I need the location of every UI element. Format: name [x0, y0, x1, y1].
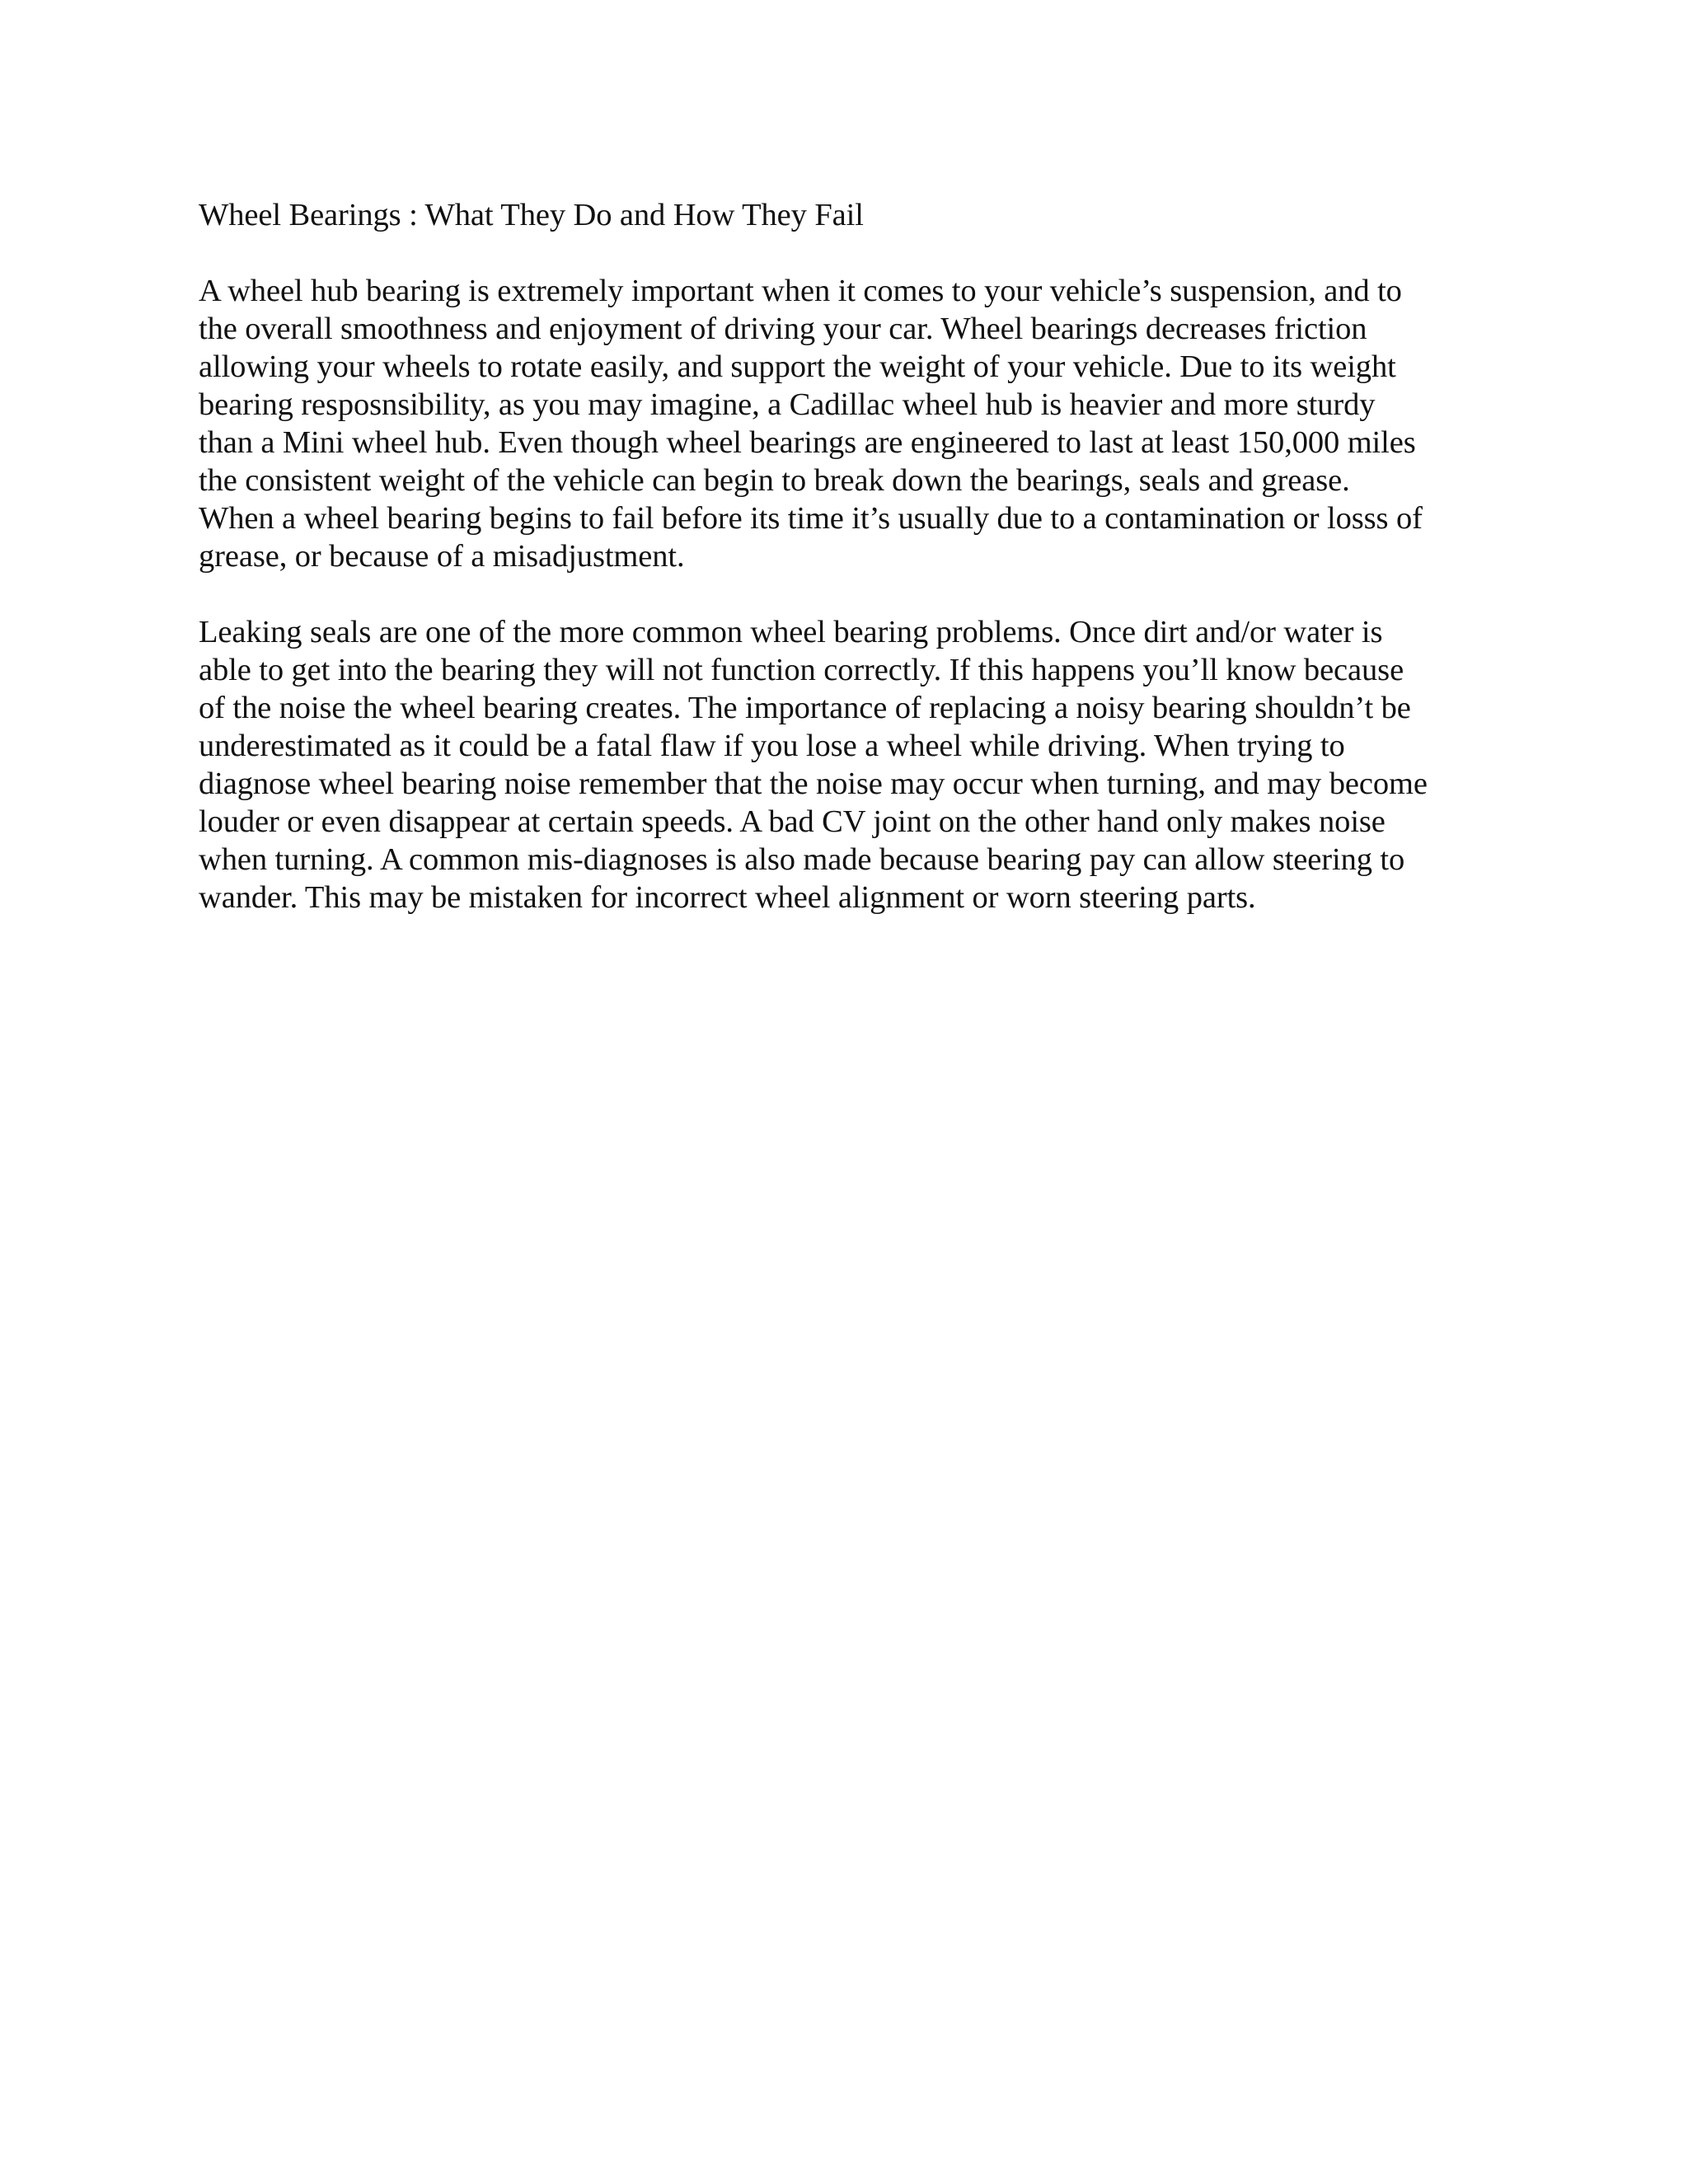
paragraph-line: the consistent weight of the vehicle can begin to break down the bearings, seals and grease.: [199, 463, 1350, 498]
paragraph-line: When a wheel bearing begins to fail before its time it’s usually due to a contamination or losss of: [199, 501, 1423, 536]
paragraph-line: of the noise the wheel bearing creates. The importance of replacing a noisy bearing shouldn’t be: [199, 691, 1411, 725]
paragraph-line: A wheel hub bearing is extremely important when it comes to your vehicle’s suspension, and to: [199, 274, 1402, 308]
document-body: [199, 196, 1517, 954]
paragraph-line: when turning. A common mis-diagnoses is also made because bearing pay can allow steering to: [199, 842, 1405, 877]
paragraph-line: the overall smoothness and enjoyment of driving your car. Wheel bearings decreases friction: [199, 312, 1367, 346]
paragraph-line: diagnose wheel bearing noise remember that the noise may occur when turning, and may become: [199, 766, 1428, 801]
paragraph-line: underestimated as it could be a fatal flaw if you lose a wheel while driving. When trying to: [199, 729, 1345, 763]
document-title: Wheel Bearings : What They Do and How They Fail: [199, 198, 864, 232]
paragraph-line: wander. This may be mistaken for incorrect wheel alignment or worn steering parts.: [199, 880, 1256, 915]
paragraph-line: bearing resposnsibility, as you may imagine, a Cadillac wheel hub is heavier and more sturdy: [199, 387, 1376, 422]
paragraph-2: [199, 613, 1517, 916]
paragraph-line: than a Mini wheel hub. Even though wheel bearings are engineered to last at least 150,000 miles: [199, 425, 1416, 460]
paragraph-1: [199, 272, 1517, 575]
paragraph-line: Leaking seals are one of the more common wheel bearing problems. Once dirt and/or water is: [199, 615, 1383, 649]
paragraph-line: allowing your wheels to rotate easily, and support the weight of your vehicle. Due to its weight: [199, 349, 1396, 384]
paragraph-line: able to get into the bearing they will not function correctly. If this happens you’ll know because: [199, 653, 1404, 687]
paragraph-line: louder or even disappear at certain speeds. A bad CV joint on the other hand only makes noise: [199, 804, 1386, 839]
paragraph-line: grease, or because of a misadjustment.: [199, 539, 685, 574]
